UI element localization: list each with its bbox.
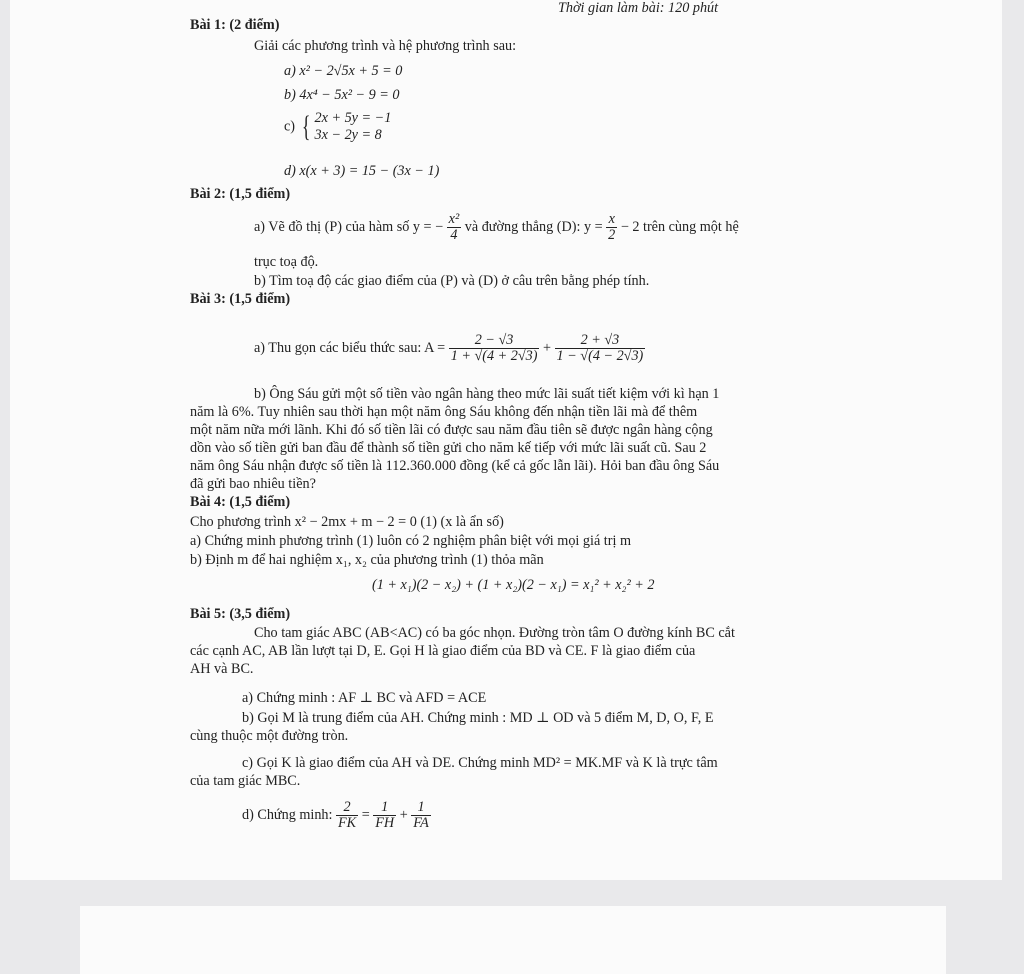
- bai5-d: [242, 800, 431, 831]
- fraction-2-over-FK: [336, 800, 358, 831]
- bai4-a: a) Chứng minh phương trình (1) luôn có 2 nghiệm phân biệt với mọi giá trị m: [190, 533, 631, 549]
- bai5-c-line2: của tam giác MBC.: [190, 773, 301, 789]
- frac-den: 4: [450, 227, 458, 243]
- plus-sign: +: [542, 339, 551, 356]
- frac-den: 2: [608, 227, 616, 243]
- bai4-title: Bài 4: (1,5 điểm): [190, 494, 291, 510]
- bai5-line3: AH và BC.: [190, 661, 254, 677]
- frac-num: 2 + √3: [555, 333, 646, 349]
- plus-sign: +: [399, 806, 408, 823]
- bai5-b-line2: cùng thuộc một đường tròn.: [190, 728, 349, 744]
- bai2-b: b) Tìm toạ độ các giao điểm của (P) và (D) ở câu trên bằng phép tính.: [254, 273, 650, 289]
- bai4-b: b) Định m để hai nghiệm x₁, x₂ của phương trình (1) thỏa mãn: [190, 552, 544, 568]
- frac-den: 1 + √(4 + 2√3): [450, 348, 538, 364]
- bai1-c-label: c): [284, 118, 296, 135]
- fraction-1-over-FA: [411, 800, 431, 831]
- bai4-equation: (1 + x₁)(2 − x₂) + (1 + x₂)(2 − x₁) = x₁² + x₂² + 2: [372, 577, 655, 593]
- bai1-c-eq2: 3x − 2y = 8: [314, 127, 382, 143]
- bai1-c: [284, 110, 391, 144]
- fraction-1: [449, 333, 540, 364]
- next-page-edge: [80, 906, 946, 974]
- frac-num: x: [606, 212, 617, 228]
- frac-num: x²: [448, 211, 460, 227]
- bai2-a: [254, 212, 739, 243]
- bai3-b-line1: b) Ông Sáu gửi một số tiền vào ngân hàng theo mức lãi suất tiết kiệm với kì hạn 1: [254, 386, 720, 402]
- bai3-b-line3: một năm nữa mới lãnh. Khi đó số tiền lãi có được sau năm đầu tiên sẽ được ngân hàng cộng: [190, 422, 713, 438]
- bai1-c-eq1: 2x + 5y = −1: [314, 110, 392, 126]
- fraction-x-over-2: [606, 212, 617, 243]
- bai2-a-prefix: a) Vẽ đồ thị (P) của hàm số y = −: [254, 218, 444, 235]
- bai3-b-line2: năm là 6%. Tuy nhiên sau thời hạn một năm ông Sáu không đến nhận tiền lãi mà để thêm: [190, 404, 698, 420]
- bai3-b-line5: năm ông Sáu nhận được số tiền là 112.360.000 đồng (kể cả gốc lẫn lãi). Hỏi ban đầu ông Sáu: [190, 458, 720, 474]
- exam-time: Thời gian làm bài: 120 phút: [558, 0, 719, 16]
- equation-system: [315, 110, 392, 144]
- bai5-line2: các cạnh AC, AB lần lượt tại D, E. Gọi H là giao điểm của BD và CE. F là giao điểm của: [190, 643, 696, 659]
- fraction-1-over-FH: [373, 800, 396, 831]
- equals-sign: =: [361, 806, 370, 823]
- frac-den: FK: [338, 815, 357, 831]
- bai1-title: Bài 1: (2 điểm): [190, 17, 280, 33]
- bai2-a-suffix: − 2 trên cùng một hệ: [620, 218, 739, 235]
- bai5-d-prefix: d) Chứng minh:: [242, 806, 333, 823]
- bai5-a: a) Chứng minh : AF ⊥ BC và AFD = ACE: [242, 690, 487, 706]
- bai3-a-prefix: a) Thu gọn các biểu thức sau: A =: [254, 339, 446, 356]
- frac-num: 2 − √3: [449, 333, 540, 349]
- bai3-a: [254, 333, 645, 364]
- bai3-b-line4: dồn vào số tiền gửi ban đầu để thành số tiền gửi cho năm kế tiếp với mức lãi suất cũ. Sau 2: [190, 440, 707, 456]
- bai3-title: Bài 3: (1,5 điểm): [190, 291, 291, 307]
- bai5-line1: Cho tam giác ABC (AB<AC) có ba góc nhọn. Đường tròn tâm O đường kính BC cắt: [254, 625, 735, 641]
- bai3-b-line6: đã gửi bao nhiêu tiền?: [190, 476, 316, 492]
- frac-num: 1: [411, 800, 431, 816]
- bai1-d: d) x(x + 3) = 15 − (3x − 1): [284, 163, 440, 179]
- bai1-b: b) 4x⁴ − 5x² − 9 = 0: [284, 87, 400, 103]
- bai5-c-line1: c) Gọi K là giao điểm của AH và DE. Chứng minh MD² = MK.MF và K là trực tâm: [242, 755, 718, 771]
- frac-num: 2: [336, 800, 358, 816]
- bai5-title: Bài 5: (3,5 điểm): [190, 606, 291, 622]
- bai4-intro: Cho phương trình x² − 2mx + m − 2 = 0 (1) (x là ẩn số): [190, 514, 504, 530]
- bai1-intro: Giải các phương trình và hệ phương trình sau:: [254, 38, 517, 54]
- frac-den: FH: [375, 815, 395, 831]
- system-brace: {: [301, 110, 311, 143]
- frac-den: 1 − √(4 − 2√3): [556, 348, 644, 364]
- bai1-a: a) x² − 2√5x + 5 = 0: [284, 63, 403, 79]
- bai5-b-line1: b) Gọi M là trung điểm của AH. Chứng minh : MD ⊥ OD và 5 điểm M, D, O, F, E: [242, 710, 714, 726]
- frac-num: 1: [373, 800, 396, 816]
- fraction-2: [555, 333, 646, 364]
- frac-den: FA: [413, 815, 429, 831]
- bai2-a-mid: và đường thẳng (D): y =: [464, 218, 603, 235]
- fraction-x2-over-4: [447, 212, 462, 243]
- bai2-a-cont: trục toạ độ.: [254, 254, 319, 270]
- bai2-title: Bài 2: (1,5 điểm): [190, 186, 291, 202]
